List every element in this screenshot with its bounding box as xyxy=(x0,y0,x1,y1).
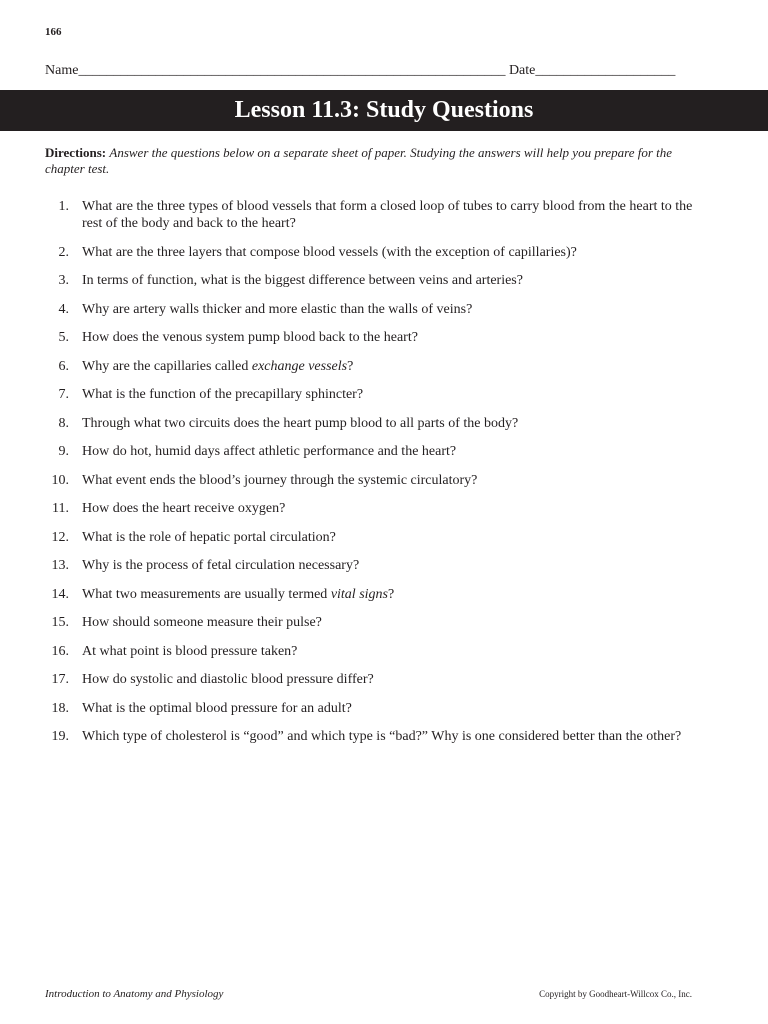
question-text: How does the heart receive oxygen? xyxy=(82,501,286,516)
question-number: 15. xyxy=(51,615,69,630)
question-item xyxy=(45,700,695,717)
question-item xyxy=(45,329,695,346)
question-text-end: ? xyxy=(347,358,354,374)
title-bar xyxy=(0,90,768,131)
question-number: 5. xyxy=(58,330,69,345)
question-text-start: Why are the capillaries called xyxy=(82,358,252,374)
question-item xyxy=(45,198,695,232)
question-text: How should someone measure their pulse? xyxy=(82,615,322,630)
directions xyxy=(45,145,695,177)
directions-text: Answer the questions below on a separate sheet of paper. Studying the answers will help you prepare for the chapter test. xyxy=(45,145,673,176)
question-item xyxy=(45,443,695,460)
question-text xyxy=(82,358,695,375)
question-number: 13. xyxy=(51,558,69,573)
question-item xyxy=(45,557,695,574)
footer-book-title: Introduction to Anatomy and Physiology xyxy=(45,988,224,1000)
question-item xyxy=(45,529,695,546)
question-text: What is the role of hepatic portal circulation? xyxy=(82,529,336,545)
name-label: Name xyxy=(45,63,79,78)
question-text-emphasis: vital signs xyxy=(330,586,388,602)
question-item xyxy=(45,614,695,631)
question-text: How do systolic and diastolic blood pressure differ? xyxy=(82,672,374,687)
question-item xyxy=(45,728,695,745)
question-text-end: ? xyxy=(387,586,395,602)
question-number: 14. xyxy=(51,586,69,602)
question-number: 19. xyxy=(51,729,69,744)
question-item xyxy=(45,358,695,375)
name-date-row xyxy=(45,63,695,79)
question-item xyxy=(45,244,695,261)
question-text: Through what two circuits does the heart pump blood to all parts of the body? xyxy=(82,415,519,431)
question-text: What is the function of the precapillary sphincter? xyxy=(82,387,364,402)
question-number: 11. xyxy=(52,501,69,516)
question-text: At what point is blood pressure taken? xyxy=(82,643,298,659)
footer-copyright: Copyright by Goodheart-Willcox Co., Inc. xyxy=(539,989,692,999)
question-number: 4. xyxy=(58,301,69,317)
question-item xyxy=(45,586,695,603)
question-text: Why are artery walls thicker and more elastic than the walls of veins? xyxy=(82,301,473,317)
question-item xyxy=(45,272,695,289)
date-field[interactable]: ____________________ xyxy=(535,63,676,78)
question-item xyxy=(45,671,695,688)
question-list xyxy=(45,198,695,757)
question-number: 1. xyxy=(58,199,69,214)
question-item xyxy=(45,386,695,403)
question-item xyxy=(45,415,695,432)
question-text: What event ends the blood’s journey through the systemic circulatory? xyxy=(82,472,478,488)
question-number: 9. xyxy=(58,444,69,459)
question-number: 8. xyxy=(58,415,69,431)
page-number: 166 xyxy=(45,26,62,38)
question-item xyxy=(45,301,695,318)
question-text: Why is the process of fetal circulation necessary? xyxy=(82,558,360,573)
question-text: How do hot, humid days affect athletic performance and the heart? xyxy=(82,444,457,459)
question-number: 10. xyxy=(51,472,69,488)
question-number: 3. xyxy=(58,273,69,288)
date-label: Date xyxy=(508,63,536,78)
question-text: How does the venous system pump blood back to the heart? xyxy=(82,330,418,345)
name-field[interactable]: _____________________________________________________________ xyxy=(78,63,506,78)
question-number: 7. xyxy=(58,387,69,402)
question-item xyxy=(45,472,695,489)
question-number: 6. xyxy=(58,358,69,374)
page-title: Lesson 11.3: Study Questions xyxy=(234,97,534,123)
directions-label: Directions: xyxy=(45,145,107,160)
question-text-start: What two measurements are usually termed xyxy=(82,586,331,602)
question-item xyxy=(45,643,695,660)
question-text-emphasis: exchange vessels xyxy=(251,358,348,374)
question-text xyxy=(82,586,695,603)
question-text: What are the three types of blood vessels that form a closed loop of tubes to carry blood from the heart to the rest of the body and back to the heart? xyxy=(82,199,693,231)
question-item xyxy=(45,500,695,517)
question-text: What are the three layers that compose blood vessels (with the exception of capillaries)? xyxy=(82,244,577,260)
question-number: 16. xyxy=(51,643,69,659)
question-number: 18. xyxy=(51,700,69,716)
question-text: In terms of function, what is the biggest difference between veins and arteries? xyxy=(82,273,523,288)
question-text: Which type of cholesterol is “good” and which type is “bad?” Why is one considered better than the other? xyxy=(82,729,682,744)
question-number: 12. xyxy=(51,529,69,545)
question-number: 2. xyxy=(58,244,69,260)
question-text: What is the optimal blood pressure for an adult? xyxy=(82,700,352,716)
question-number: 17. xyxy=(51,672,69,687)
